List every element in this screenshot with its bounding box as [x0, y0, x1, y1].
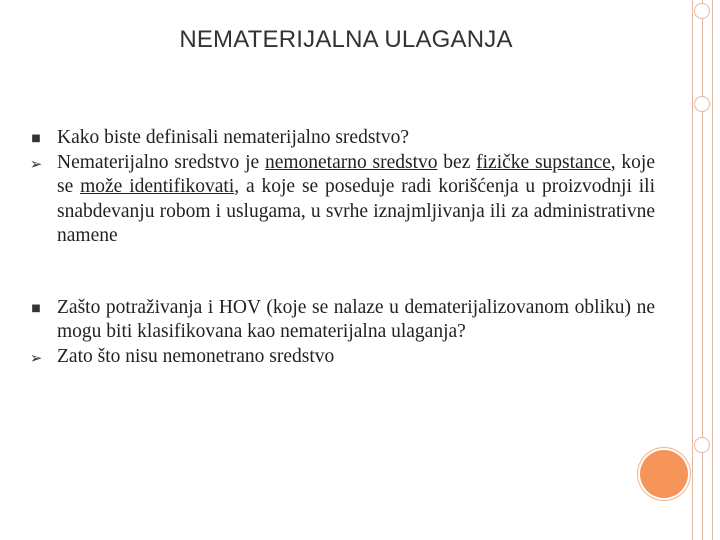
- list-item: [31, 296, 655, 345]
- frame-ring: [694, 437, 710, 453]
- item-text-part: , koje se: [57, 151, 656, 197]
- arrow-bullet-icon: ➢: [29, 154, 43, 173]
- term-moze-identifikovati: može identifikovati: [80, 176, 235, 197]
- square-bullet-icon: ■: [31, 133, 41, 144]
- square-bullet-icon: ■: [31, 302, 41, 314]
- accent-circle: [640, 450, 688, 498]
- list-item: [29, 345, 655, 370]
- list-item: [29, 151, 656, 249]
- frame-line: [712, 0, 713, 540]
- slide-title: NEMATERIJALNA ULAGANJA: [179, 26, 513, 53]
- term-fizicke-supstance: fizičke supstance: [476, 151, 611, 173]
- arrow-bullet-icon: ➢: [29, 348, 43, 367]
- item-text-part: bez: [437, 151, 477, 173]
- item-text-part: , a koje se poseduje radi korišćenja u proizvodnji ili snabdevanju robom i uslugama, u svrhe iznajmljivanja ili za administrativne namene: [57, 176, 655, 246]
- item-text-part: Nematerijalno sredstvo je: [57, 151, 265, 173]
- slide-body: [29, 126, 656, 369]
- frame-line: [702, 0, 703, 540]
- term-nemonetarno-sredstvo: nemonetarno sredstvo: [264, 151, 438, 173]
- spacer: [52, 249, 655, 296]
- frame-ring: [694, 96, 710, 112]
- frame-ring: [694, 3, 710, 19]
- frame-line: [692, 0, 693, 540]
- list-item: [31, 126, 655, 151]
- item-text: Zašto potraživanja i HOV (koje se nalaze u dematerijalizovanom obliku) ne mogu biti klasifikovana kao nematerijalna ulaganja?: [57, 296, 655, 342]
- item-text: Kako biste definisali nematerijalno sredstvo?: [57, 127, 409, 148]
- item-text: Zato što nisu nemonetrano sredstvo: [57, 345, 335, 367]
